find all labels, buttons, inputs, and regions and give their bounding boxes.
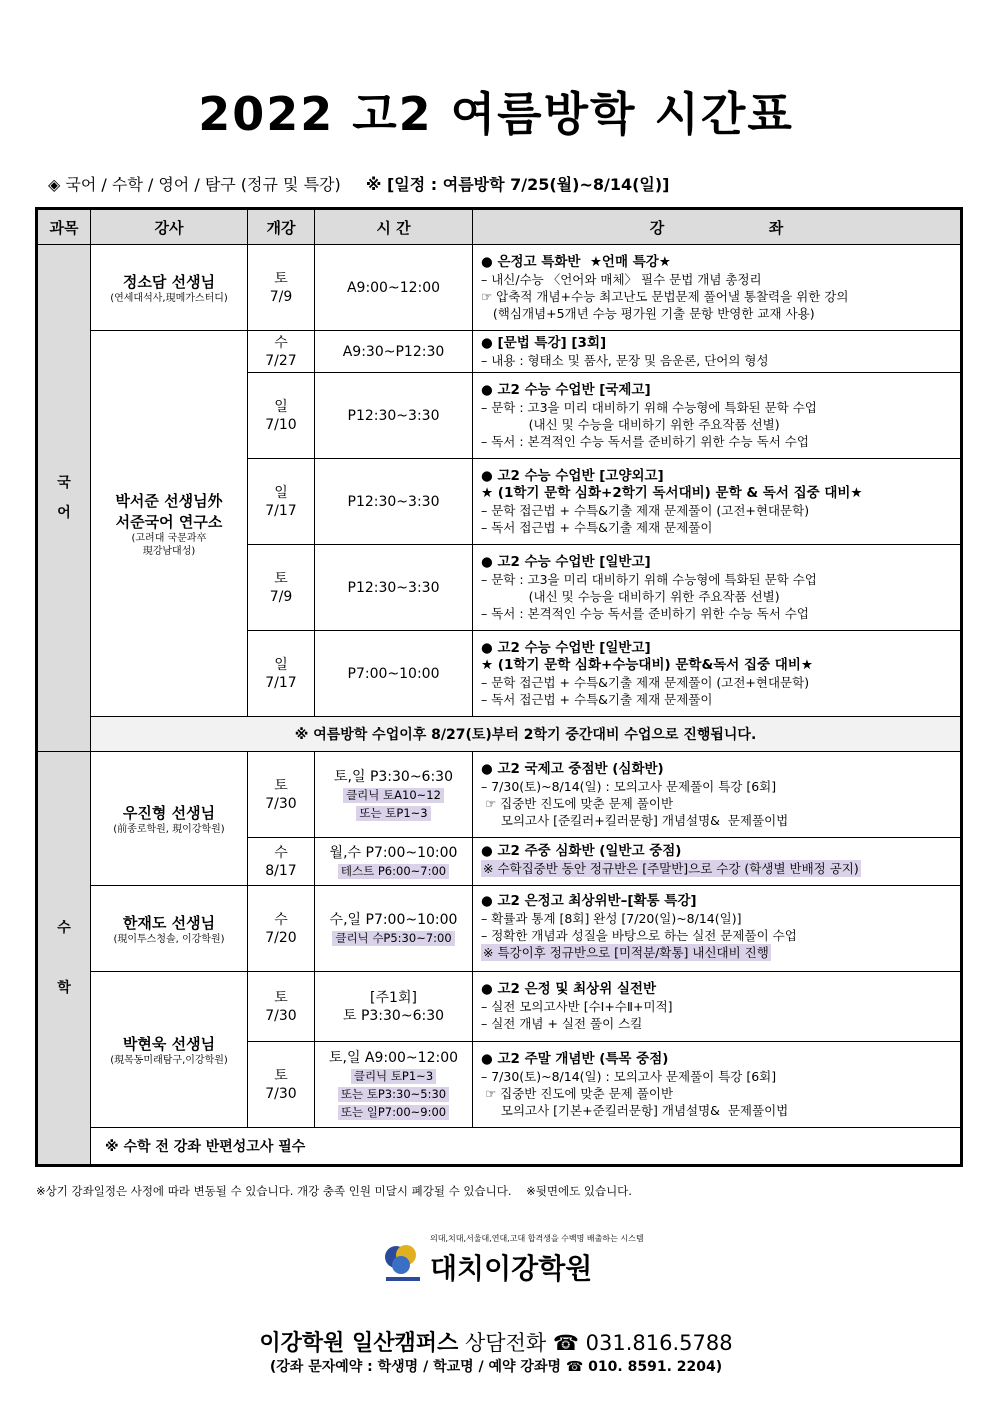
course-line: – 독서 : 본격적인 수능 독서를 준비하기 위한 수능 독서 수업 <box>481 433 809 449</box>
course-line: – 실전 개념 + 실전 풀이 스킬 <box>481 1016 643 1031</box>
subtitle-schedule: ※ [일정 : 여름방학 7/25(월)~8/14(일)] <box>365 175 670 194</box>
logo-emblem-icon <box>382 1237 424 1289</box>
course-line: ● 고2 주중 심화반 (일반고 중점) <box>481 842 682 859</box>
teacher-affiliation: (前종로학원, 現이강학원) <box>113 823 225 835</box>
class-time <box>315 631 473 717</box>
course-line: (내신 및 수능을 대비하기 위한 주요작품 선별) <box>481 588 780 604</box>
clinic-time <box>315 786 472 804</box>
class-time-main: P12:30~3:30 <box>347 407 440 424</box>
course-line: ● 고2 주말 개념반 (특목 중점) <box>481 1050 669 1067</box>
course-line: (내신 및 수능을 대비하기 위한 주요작품 선별) <box>481 416 780 432</box>
teacher-cell <box>91 972 248 1128</box>
course-line: ● 고2 은정고 최상위반–[확통 특강] <box>481 892 697 909</box>
class-time <box>315 545 473 631</box>
course-line: ● 은정고 특화반 ★언매 특강★ <box>481 253 671 270</box>
class-time <box>315 373 473 459</box>
open-date: 일 7/17 <box>248 631 315 717</box>
course-desc <box>473 245 962 331</box>
teacher-name: 정소담 선생님 <box>122 272 216 291</box>
class-time <box>315 886 473 972</box>
table-row <box>37 331 962 373</box>
class-time <box>315 331 473 373</box>
course-line: 모의고사 [준킬러+킬러문항] 개념설명& 문제풀이법 <box>481 812 789 828</box>
open-date: 수 8/17 <box>248 838 315 886</box>
course-line: ● 고2 수능 수업반 [국제고] <box>481 381 651 398</box>
class-time-main: P12:30~3:30 <box>347 493 440 510</box>
logo-tagline: 의대,치대,서울대,연대,고대 합격생을 수백명 배출하는 시스템 <box>430 1234 644 1243</box>
header-subject: 과목 <box>37 209 91 245</box>
course-line: 모의고사 [기본+준킬러문항] 개념설명& 문제풀이법 <box>481 1102 789 1118</box>
course-line: (핵심개념+5개년 수능 평가원 기출 문항 반영한 교재 사용) <box>481 305 815 321</box>
teacher-affiliation: (연세대석사,現메가스터디) <box>110 292 228 304</box>
course-line: ● 고2 수능 수업반 [일반고] <box>481 639 651 656</box>
clinic-time <box>315 862 472 880</box>
open-date: 일 7/10 <box>248 373 315 459</box>
table-row <box>37 886 962 972</box>
class-time-main: P7:00~10:00 <box>347 665 440 682</box>
korean-note: ※ 여름방학 수업이후 8/27(토)부터 2학기 중간대비 수업으로 진행됩니다. <box>91 717 962 752</box>
course-desc <box>473 459 962 545</box>
course-line: – 확률과 통계 [8회] 완성 [7/20(일)~8/14(일)] <box>481 910 742 926</box>
teacher-name: 우진형 선생님 <box>122 803 216 822</box>
subtitle <box>48 172 670 195</box>
class-time-main: 토,일 A9:00~12:00 <box>328 1049 459 1066</box>
course-line: – 문학 접근법 + 수특&기출 제재 문제풀이 (고전+현대문학) <box>481 502 810 518</box>
class-time-main: 토,일 P3:30~6:30 <box>334 768 453 785</box>
footnote: ※상기 강좌일정은 사정에 따라 변동될 수 있습니다. 개강 충족 인원 미달시 폐강될 수 있습니다. ※뒷면에도 있습니다. <box>36 1184 632 1198</box>
open-date: 토 7/9 <box>248 545 315 631</box>
header-teacher: 강사 <box>91 209 248 245</box>
teacher-cell <box>91 752 248 886</box>
subtitle-subjects: ◈ 국어 / 수학 / 영어 / 탐구 (정규 및 특강) <box>48 175 341 194</box>
table-row <box>37 1128 962 1166</box>
clinic-time-label: 클리닉 토A10~12 <box>343 788 444 803</box>
campus-info <box>0 1326 992 1357</box>
teacher-cell <box>91 331 248 717</box>
course-desc <box>473 1042 962 1128</box>
class-time <box>315 972 473 1042</box>
course-line: – 7/30(토)~8/14(일) : 모의고사 문제풀이 특강 [6회] <box>481 778 777 794</box>
clinic-time-label: 또는 토P1~3 <box>356 806 430 821</box>
course-line: – 7/30(토)~8/14(일) : 모의고사 문제풀이 특강 [6회] <box>481 1068 777 1084</box>
clinic-time-label: 또는 일P7:00~9:00 <box>338 1105 449 1120</box>
table-row <box>37 245 962 331</box>
course-desc <box>473 752 962 838</box>
course-desc <box>473 972 962 1042</box>
logo-name: 대치이강학원 <box>430 1252 593 1285</box>
teacher-cell <box>91 886 248 972</box>
course-desc <box>473 631 962 717</box>
open-date: 수 7/27 <box>248 331 315 373</box>
header-time: 시 간 <box>315 209 473 245</box>
clinic-time-label: 클리닉 수P5:30~7:00 <box>332 931 454 946</box>
table-header-row <box>37 209 962 245</box>
timetable <box>35 207 963 1167</box>
teacher-name: 한재도 선생님 <box>122 913 216 932</box>
course-desc <box>473 545 962 631</box>
course-line: – 문학 접근법 + 수특&기출 제재 문제풀이 (고전+현대문학) <box>481 674 810 690</box>
class-time-main: P12:30~3:30 <box>347 579 440 596</box>
subject-cell: 수 학 <box>37 752 91 1166</box>
class-time <box>315 752 473 838</box>
course-line: ☞ 압축적 개념+수능 최고난도 문법문제 풀어낼 통찰력을 위한 강의 <box>481 288 849 304</box>
class-time-main: 수,일 P7:00~10:00 <box>329 911 458 928</box>
class-time <box>315 245 473 331</box>
header-open: 개강 <box>248 209 315 245</box>
table-row <box>37 972 962 1042</box>
class-time-main: [주1회] 토 P3:30~6:30 <box>342 989 445 1024</box>
course-line: ● 고2 국제고 중점반 (심화반) <box>481 760 664 777</box>
teacher-cell <box>91 245 248 331</box>
teacher-name: 박서준 선생님外 서준국어 연구소 <box>115 491 223 531</box>
open-date: 수 7/20 <box>248 886 315 972</box>
campus-phone: 상담전화 ☎ 031.816.5788 <box>465 1331 733 1355</box>
course-desc <box>473 886 962 972</box>
campus-name: 이강학원 일산캠퍼스 <box>259 1331 459 1356</box>
course-line: ☞ 집중반 진도에 맞춘 문제 풀이반 <box>481 1085 674 1101</box>
math-note: ※ 수학 전 강좌 반편성고사 필수 <box>91 1128 962 1166</box>
course-line: ● 고2 수능 수업반 [일반고] <box>481 553 651 570</box>
course-line: ☞ 집중반 진도에 맞춘 문제 풀이반 <box>481 795 674 811</box>
clinic-time-label: 또는 토P3:30~5:30 <box>338 1087 449 1102</box>
course-line: – 실전 모의고사반 [수Ⅰ+수Ⅱ+미적] <box>481 999 673 1014</box>
clinic-time <box>315 1067 472 1085</box>
class-time-main: A9:00~12:00 <box>346 279 441 296</box>
teacher-affiliation: (現목동미래탐구,이강학원) <box>110 1054 228 1066</box>
clinic-time <box>315 1085 472 1103</box>
course-line: ● 고2 은정 및 최상위 실전반 <box>481 981 657 997</box>
course-line: – 문학 : 고3을 미리 대비하기 위해 수능형에 특화된 문학 수업 <box>481 571 817 587</box>
class-time <box>315 459 473 545</box>
clinic-time <box>315 929 472 947</box>
table-row <box>37 717 962 752</box>
course-line: – 내용 : 형태소 및 품사, 문장 및 음운론, 단어의 형성 <box>481 352 769 368</box>
class-time <box>315 838 473 886</box>
open-date: 일 7/17 <box>248 459 315 545</box>
class-time-main: 월,수 P7:00~10:00 <box>329 844 458 861</box>
course-line: ● 고2 수능 수업반 [고양외고] <box>481 467 664 484</box>
open-date: 토 7/30 <box>248 972 315 1042</box>
course-line: ● [문법 특강] [3회] <box>481 334 607 351</box>
course-line: – 내신/수능 〈언어와 매체〉 필수 문법 개념 총정리 <box>481 271 762 287</box>
clinic-time <box>315 1103 472 1121</box>
course-line: ※ 특강이후 정규반으로 [미적분/확통] 내신대비 진행 <box>483 944 769 960</box>
teacher-affiliation: (고려대 국문과卒 現강남대성) <box>131 532 207 557</box>
academy-logo <box>382 1233 642 1295</box>
subject-cell: 국 어 <box>37 245 91 752</box>
course-line: – 독서 접근법 + 수특&기출 제재 문제풀이 <box>481 691 713 707</box>
class-time-main: A9:30~P12:30 <box>342 343 445 360</box>
table-row <box>37 752 962 838</box>
course-desc <box>473 331 962 373</box>
page-title: 2022 고2 여름방학 시간표 <box>198 87 794 141</box>
course-line: ★ (1학기 문학 심화+2학기 독서대비) 문학 & 독서 집중 대비★ <box>481 484 863 501</box>
teacher-name: 박현욱 선생님 <box>122 1034 216 1053</box>
contact-info: (강좌 문자예약 : 학생명 / 학교명 / 예약 강좌명 ☎ 010. 8591. 2204) <box>269 1359 723 1375</box>
course-line: ★ (1학기 문학 심화+수능대비) 문학&독서 집중 대비★ <box>481 656 813 673</box>
course-line: – 정확한 개념과 성질을 바탕으로 하는 실전 문제풀이 수업 <box>481 927 797 943</box>
teacher-affiliation: (現이투스청솔, 이강학원) <box>113 933 225 945</box>
clinic-time-label: 테스트 P6:00~7:00 <box>338 864 449 879</box>
open-date: 토 7/30 <box>248 752 315 838</box>
open-date: 토 7/30 <box>248 1042 315 1128</box>
header-course: 강 좌 <box>473 209 962 245</box>
course-line: – 문학 : 고3을 미리 대비하기 위해 수능형에 특화된 문학 수업 <box>481 399 817 415</box>
course-line: – 독서 접근법 + 수특&기출 제재 문제풀이 <box>481 519 713 535</box>
course-desc <box>473 838 962 886</box>
open-date: 토 7/9 <box>248 245 315 331</box>
class-time <box>315 1042 473 1128</box>
course-line: – 독서 : 본격적인 수능 독서를 준비하기 위한 수능 독서 수업 <box>481 605 809 621</box>
course-desc <box>473 373 962 459</box>
clinic-time-label: 클리닉 토P1~3 <box>351 1069 436 1084</box>
course-line: ※ 수학집중반 동안 정규반은 [주말반]으로 수강 (학생별 반배정 공지) <box>483 860 859 876</box>
clinic-time <box>315 804 472 822</box>
